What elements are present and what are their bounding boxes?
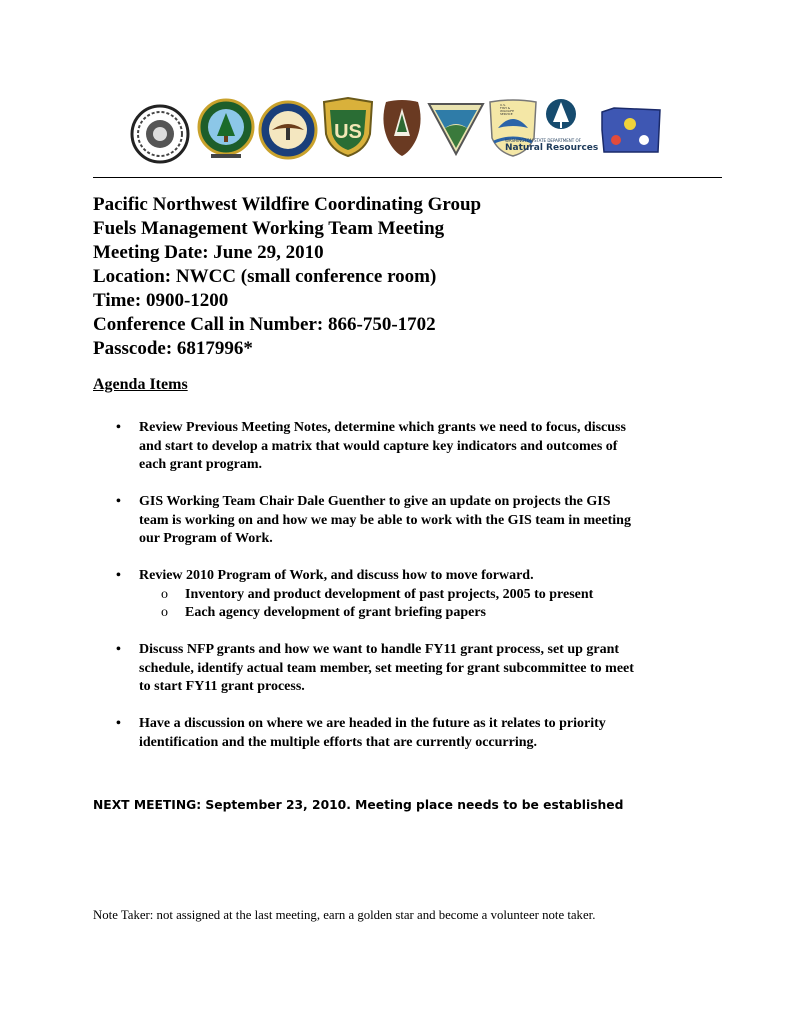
svg-text:US: US <box>334 121 362 143</box>
agenda-item <box>93 493 713 549</box>
bullet-icon: • <box>116 716 121 731</box>
item-text: our Program of Work. <box>139 531 273 546</box>
agenda-subitem <box>93 586 713 605</box>
logo-text: WILDLIFE <box>500 109 515 113</box>
tribal-seal-icon <box>130 104 190 164</box>
agenda-item <box>93 715 713 752</box>
item-text: Review Previous Meeting Notes, determine which grants we need to focus, discuss <box>139 420 626 435</box>
meeting-title: Fuels Management Working Team Meeting <box>93 218 445 239</box>
wa-dnr-icon <box>505 98 605 160</box>
oregon-dept-forestry-icon <box>197 98 255 160</box>
item-text: Have a discussion on where we are headed in the future as it relates to priority <box>139 716 606 731</box>
meeting-date: Meeting Date: June 29, 2010 <box>93 242 324 263</box>
item-text: each grant program. <box>139 457 262 472</box>
oregon-state-icon <box>600 106 662 154</box>
bullet-icon: • <box>116 420 121 435</box>
item-text: identification and the multiple efforts that are currently occurring. <box>139 734 538 750</box>
logo-text: SERVICE <box>500 112 513 116</box>
subitem-text: Inventory and product development of past projects, 2005 to present <box>185 586 594 602</box>
item-text: GIS Working Team Chair Dale Guenther to give an update on projects the GIS <box>139 494 611 509</box>
bia-seal-icon <box>258 100 318 160</box>
conference-number: Conference Call in Number: 866-750-1702 <box>93 314 436 335</box>
meeting-header <box>93 193 481 361</box>
logo-text: WASHINGTON STATE DEPARTMENT OF <box>505 138 581 143</box>
meeting-location: Location: NWCC (small conference room) <box>93 266 437 287</box>
agenda-list <box>93 419 713 771</box>
subitem-text: Each agency development of grant briefing papers <box>185 605 486 620</box>
item-text: Discuss NFP grants and how we want to handle FY11 grant process, set up grant <box>139 642 620 657</box>
bullet-icon: • <box>116 568 121 583</box>
item-text: to start FY11 grant process. <box>139 679 305 694</box>
bullet-icon: • <box>116 642 121 657</box>
circle-bullet-icon: o <box>161 586 168 602</box>
next-meeting-notice: NEXT MEETING: September 23, 2010. Meeting place needs to be established <box>93 798 624 812</box>
organization-title: Pacific Northwest Wildfire Coordinating Group <box>93 194 482 215</box>
forest-service-shield-icon <box>320 96 376 158</box>
blm-icon <box>427 102 485 156</box>
item-text: and start to develop a matrix that would capture key indicators and outcomes of <box>139 438 618 454</box>
agenda-subitem <box>93 604 713 623</box>
item-text: team is working on and how we may be able to work with the GIS team in meeting <box>139 512 631 528</box>
header-divider <box>93 177 722 178</box>
meeting-time: Time: 0900-1200 <box>93 290 229 311</box>
passcode: Passcode: 6817996* <box>93 338 253 359</box>
agency-logos <box>130 96 670 162</box>
agenda-item <box>93 641 713 697</box>
logo-text: Natural Resources <box>505 143 599 153</box>
agenda-item <box>93 419 713 475</box>
nps-arrowhead-icon <box>380 98 424 158</box>
note-taker-text: Note Taker: not assigned at the last meeting, earn a golden star and become a volunteer note taker. <box>93 908 596 922</box>
agenda-item <box>93 567 713 623</box>
circle-bullet-icon: o <box>161 605 168 620</box>
agenda-heading: Agenda Items <box>93 376 188 393</box>
logo-text: FISH & <box>500 106 511 110</box>
logo-text: U.S. <box>500 103 507 107</box>
bullet-icon: • <box>116 494 121 509</box>
item-text: Review 2010 Program of Work, and discuss how to move forward. <box>139 568 534 583</box>
item-text: schedule, identify actual team member, set meeting for grant subcommittee to meet <box>139 660 634 676</box>
